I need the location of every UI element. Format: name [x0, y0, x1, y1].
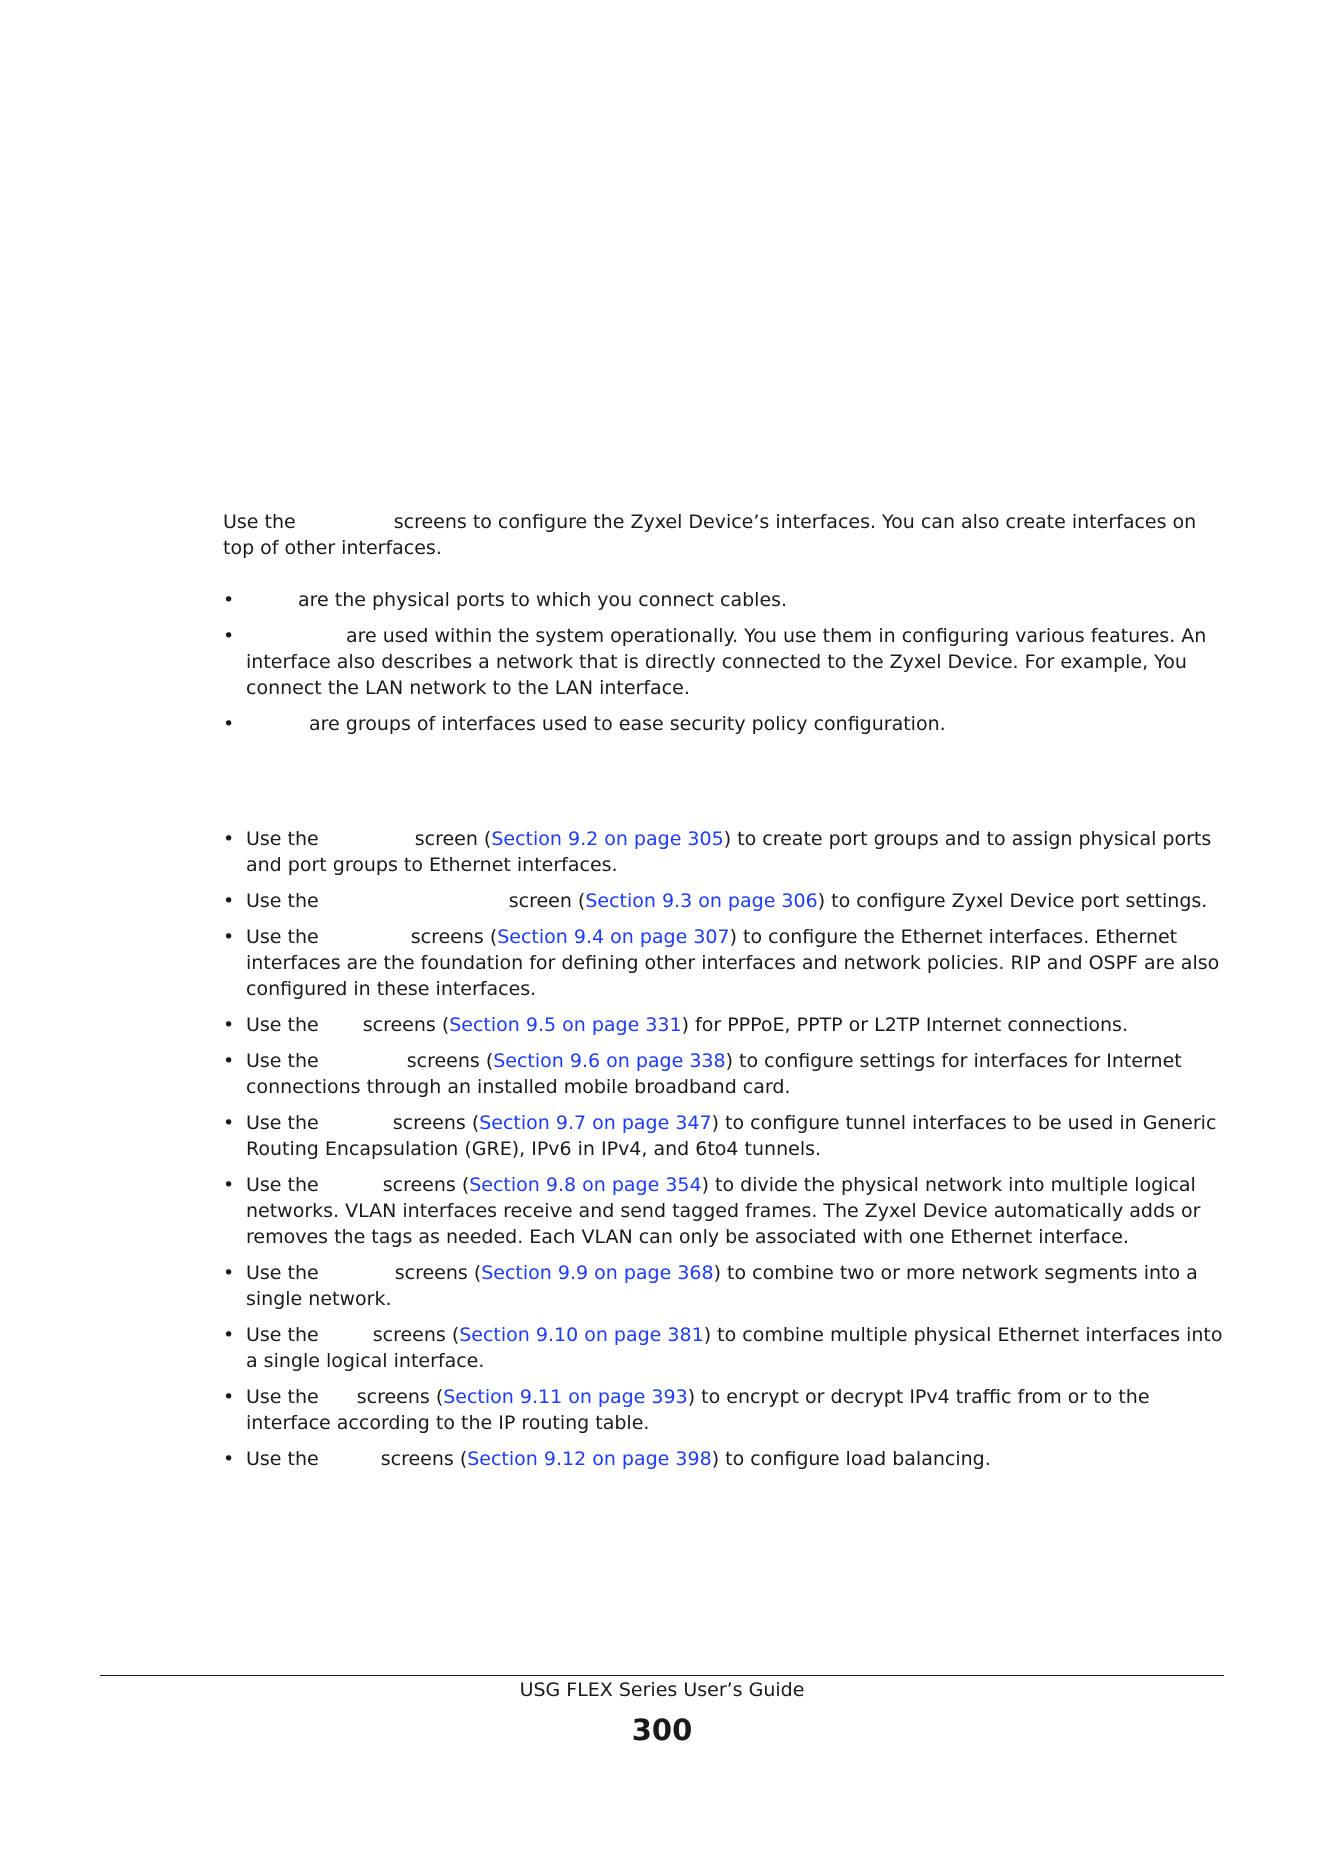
section-link[interactable]: Section 9.3 on page 306 [585, 890, 818, 912]
list-item: • Use the screens (Section 9.9 on page 368) to combine two or more network segments into a single network. [223, 1262, 1198, 1310]
list-item: • Use the screens (Section 9.4 on page 307) to configure the Ethernet interfaces. Ethernet interfaces are the foundation for defining other interfaces and network policies. RIP and OSPF are also configured in these interfaces. [223, 926, 1220, 1000]
concepts-list [223, 587, 1228, 747]
list-item: • Use the screens (Section 9.10 on page 381) to combine multiple physical Ethernet interfaces into a single logical interface. [223, 1324, 1223, 1372]
section-link[interactable]: Section 9.12 on page 398 [467, 1448, 712, 1470]
list-item: • Use the screens (Section 9.7 on page 347) to configure tunnel interfaces to be used in Generic Routing Encapsulation (GRE), IPv6 in IPv4, and 6to4 tunnels. [223, 1112, 1217, 1160]
bullet-icon: • [223, 1324, 235, 1346]
bullet-icon: • [223, 890, 235, 912]
bullet-icon: • [223, 926, 235, 948]
list-item: • are the physical ports to which you connect cables. [223, 589, 788, 611]
section-link[interactable]: Section 9.6 on page 338 [493, 1050, 726, 1072]
list-item: • Use the screens (Section 9.8 on page 354) to divide the physical network into multiple logical networks. VLAN interfaces receive and send tagged frames. The Zyxel Device automatically adds or removes the tags as needed. Each VLAN can only be associated with one Ethernet interface. [223, 1174, 1201, 1248]
bullet-icon: • [223, 828, 235, 850]
list-item: • Use the screens (Section 9.12 on page 398) to configure load balancing. [223, 1448, 991, 1470]
bullet-icon: • [223, 625, 235, 647]
intro-rest: screens to configure the Zyxel Device’s interfaces. You can also create interfaces on top of other interfaces. [223, 511, 1197, 559]
bullet-icon: • [223, 1262, 235, 1284]
section-link[interactable]: Section 9.2 on page 305 [491, 828, 724, 850]
bullet-icon: • [223, 1386, 235, 1408]
section-link[interactable]: Section 9.7 on page 347 [479, 1112, 712, 1134]
intro-lead: Use the [223, 511, 296, 533]
footer-divider [100, 1675, 1224, 1676]
section-link[interactable]: Section 9.10 on page 381 [459, 1324, 704, 1346]
bullet-icon: • [223, 1112, 235, 1134]
list-item: • Use the screens (Section 9.5 on page 331) for PPPoE, PPTP or L2TP Internet connections. [223, 1014, 1128, 1036]
list-item: • Use the screens (Section 9.11 on page 393) to encrypt or decrypt IPv4 traffic from or to the interface according to the IP routing table. [223, 1386, 1150, 1434]
list-item: • Use the screen (Section 9.3 on page 306) to configure Zyxel Device port settings. [223, 890, 1208, 912]
bullet-icon: • [223, 1050, 235, 1072]
section-link[interactable]: Section 9.5 on page 331 [449, 1014, 682, 1036]
page-number: 300 [631, 1713, 693, 1747]
section-link[interactable]: Section 9.9 on page 368 [481, 1262, 714, 1284]
section-link[interactable]: Section 9.4 on page 307 [497, 926, 730, 948]
intro-paragraph [223, 509, 1228, 561]
list-item: • are groups of interfaces used to ease security policy configuration. [223, 713, 946, 735]
bullet-icon: • [223, 713, 235, 735]
bullet-icon: • [223, 589, 235, 611]
bullet-icon: • [223, 1448, 235, 1470]
list-item: • Use the screen (Section 9.2 on page 305) to create port groups and to assign physical ports and port groups to Ethernet interfaces. [223, 828, 1212, 876]
list-item: • are used within the system operationally. You use them in configuring various features. An interface also describes a network that is directly connected to the Zyxel Device. For example, You connect the LAN network to the LAN interface. [223, 625, 1207, 699]
list-item: • Use the screens (Section 9.6 on page 338) to configure settings for interfaces for Internet connections through an installed mobile broadband card. [223, 1050, 1182, 1098]
section-link[interactable]: Section 9.11 on page 393 [443, 1386, 688, 1408]
bullet-icon: • [223, 1174, 235, 1196]
bullet-icon: • [223, 1014, 235, 1036]
screens-list [223, 826, 1228, 1482]
section-link[interactable]: Section 9.8 on page 354 [469, 1174, 702, 1196]
footer-guide-title: USG FLEX Series User’s Guide [519, 1679, 805, 1701]
